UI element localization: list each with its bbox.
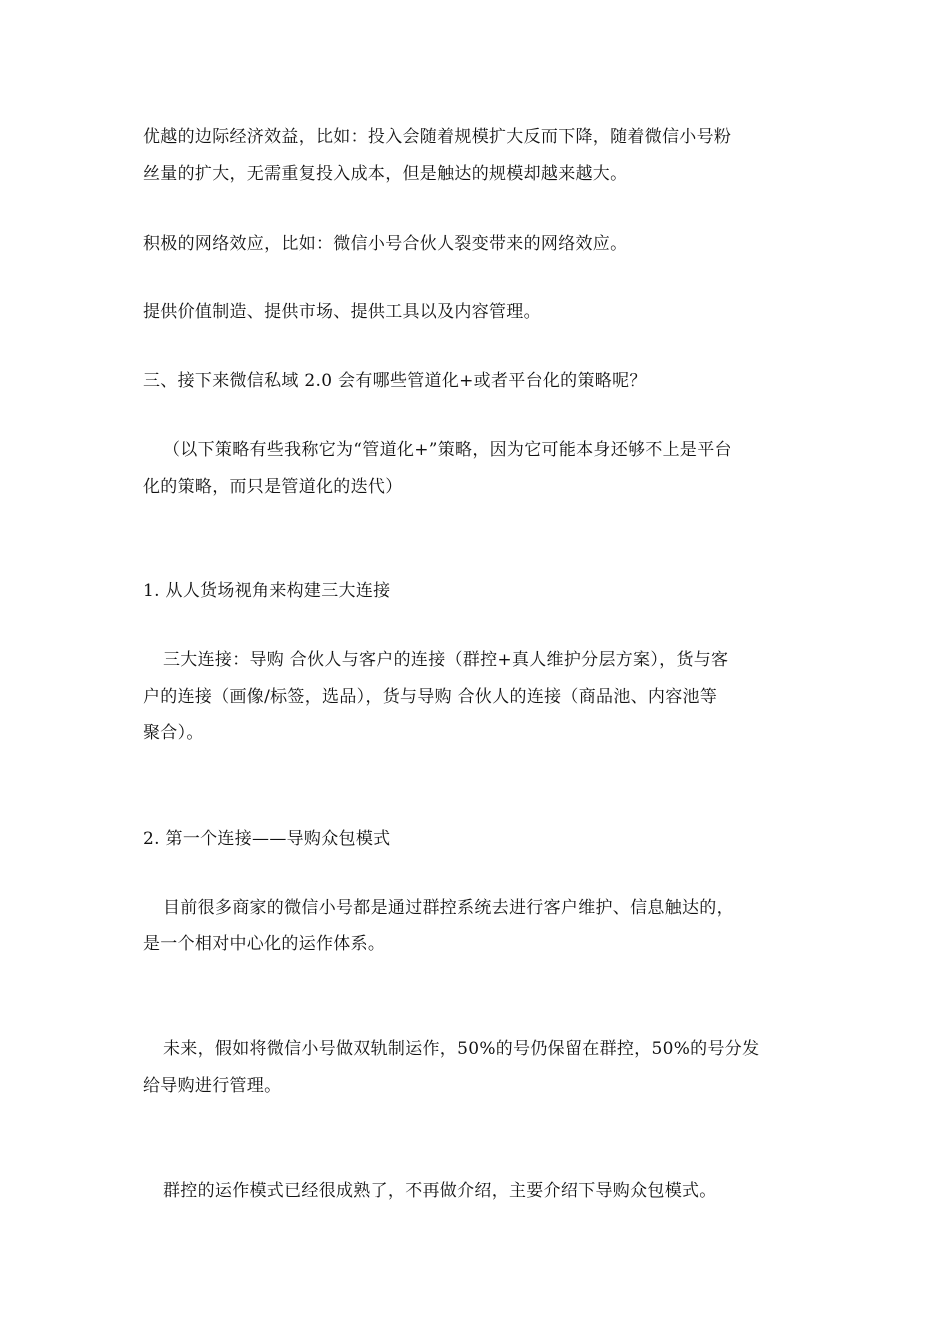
text-line: 优越的边际经济效益，比如：投入会随着规模扩大反而下降，随着微信小号粉 xyxy=(143,127,732,147)
subsection-heading: 1. 从人货场视角来构建三大连接 xyxy=(143,581,391,601)
text-line: 聚合）。 xyxy=(143,723,204,743)
subsection-heading: 2. 第一个连接——导购众包模式 xyxy=(143,829,391,849)
text-line: 丝量的扩大，无需重复投入成本，但是触达的规模却越来越大。 xyxy=(143,164,628,184)
text-line: 三大连接：导购 合伙人与客户的连接（群控+真人维护分层方案），货与客 xyxy=(163,650,729,670)
text-line: 积极的网络效应，比如：微信小号合伙人裂变带来的网络效应。 xyxy=(143,234,628,254)
text-line: 未来，假如将微信小号做双轨制运作，50%的号仍保留在群控，50%的号分发 xyxy=(163,1039,760,1059)
text-line: 给导购进行管理。 xyxy=(143,1076,282,1096)
text-line: 户的连接（画像/标签，选品），货与导购 合伙人的连接（商品池、内容池等 xyxy=(143,687,718,707)
text-line: 提供价值制造、提供市场、提供工具以及内容管理。 xyxy=(143,302,541,322)
text-line: 是一个相对中心化的运作体系。 xyxy=(143,934,386,954)
text-line: 化的策略，而只是管道化的迭代） xyxy=(143,477,403,497)
text-line: （以下策略有些我称它为“管道化+”策略，因为它可能本身还够不上是平台 xyxy=(163,440,732,460)
text-line: 目前很多商家的微信小号都是通过群控系统去进行客户维护、信息触达的， xyxy=(163,898,734,918)
section-heading: 三、接下来微信私域 2.0 会有哪些管道化+或者平台化的策略呢？ xyxy=(143,371,647,391)
text-line: 群控的运作模式已经很成熟了，不再做介绍，主要介绍下导购众包模式。 xyxy=(163,1181,717,1201)
